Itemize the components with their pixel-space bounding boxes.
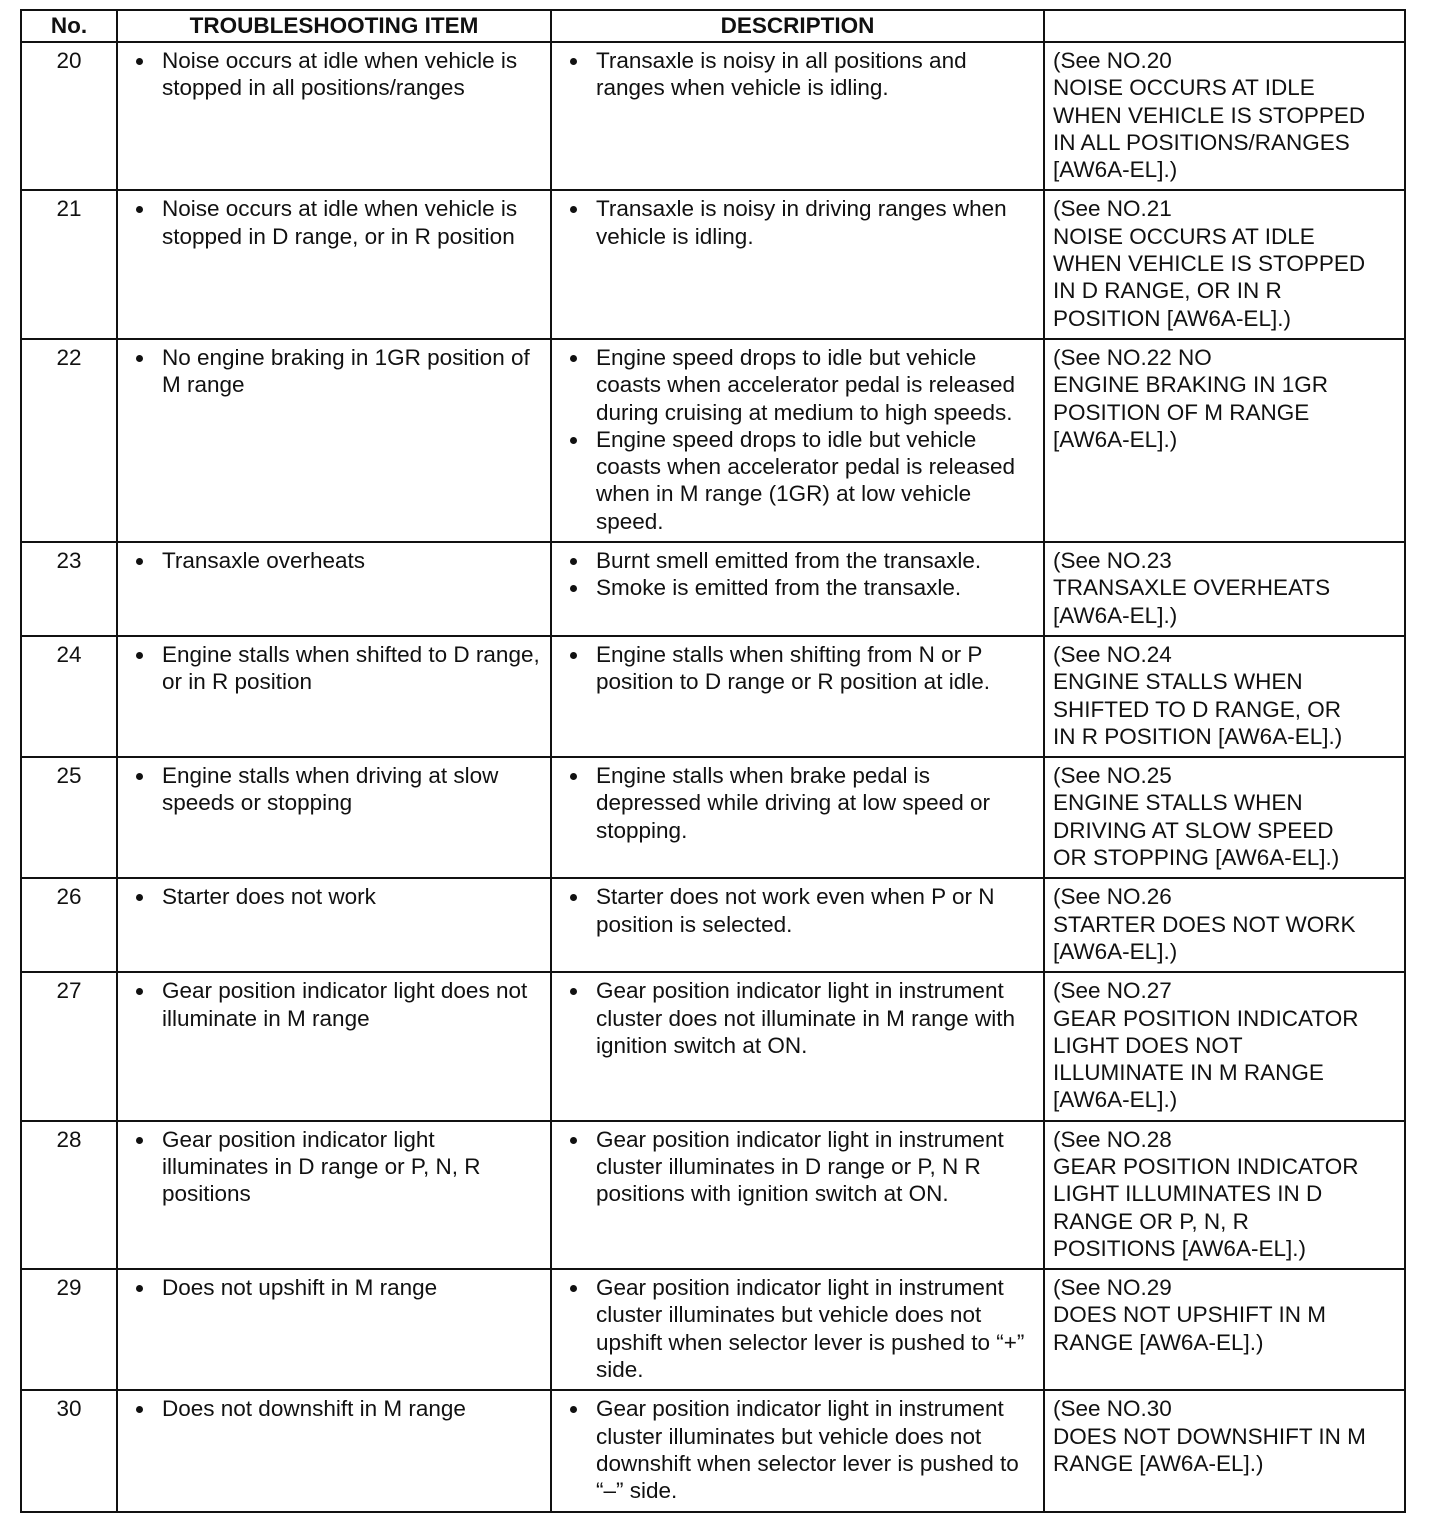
item-text: Engine stalls when shifted to D range, or in R position bbox=[162, 641, 540, 695]
troubleshooting-item-cell bbox=[117, 42, 551, 190]
description-cell bbox=[551, 1121, 1044, 1269]
troubleshooting-item-cell bbox=[117, 878, 551, 972]
bullet-icon bbox=[570, 1137, 577, 1144]
table-row bbox=[21, 42, 1405, 190]
bullet-icon bbox=[570, 355, 577, 362]
description-text: Transaxle is noisy in driving ranges when vehicle is idling. bbox=[596, 196, 1007, 249]
table-row bbox=[21, 1390, 1405, 1511]
row-number: 25 bbox=[21, 757, 117, 878]
table-row bbox=[21, 972, 1405, 1120]
reference-line: GEAR POSITION INDICATOR bbox=[1053, 1153, 1359, 1179]
reference-line: POSITION OF M RANGE bbox=[1053, 399, 1310, 425]
description-bullet bbox=[568, 977, 1035, 1059]
reference-line: RANGE OR P, N, R bbox=[1053, 1208, 1249, 1234]
reference-line: DRIVING AT SLOW SPEED bbox=[1053, 817, 1334, 843]
description-list bbox=[568, 547, 1035, 602]
item-text: Transaxle overheats bbox=[162, 548, 366, 574]
bullet-icon bbox=[136, 58, 143, 65]
item-list bbox=[134, 762, 542, 817]
table-body bbox=[21, 42, 1405, 1512]
description-list bbox=[568, 977, 1035, 1059]
reference-line: GEAR POSITION INDICATOR bbox=[1053, 1005, 1359, 1031]
item-bullet bbox=[134, 762, 542, 817]
header-troubleshooting-item: TROUBLESHOOTING ITEM bbox=[117, 10, 551, 42]
description-cell bbox=[551, 972, 1044, 1120]
reference-line: RANGE [AW6A-EL].) bbox=[1053, 1450, 1264, 1476]
reference-line: ENGINE STALLS WHEN bbox=[1053, 790, 1303, 816]
description-bullet bbox=[568, 1395, 1035, 1504]
reference-line: WHEN VEHICLE IS STOPPED bbox=[1053, 251, 1366, 277]
bullet-icon bbox=[136, 1137, 143, 1144]
description-cell bbox=[551, 190, 1044, 338]
bullet-icon bbox=[570, 773, 577, 780]
reference-cell bbox=[1044, 542, 1405, 636]
item-list bbox=[134, 195, 542, 250]
item-text: No engine braking in 1GR position of M range bbox=[162, 344, 530, 398]
row-number: 27 bbox=[21, 972, 117, 1120]
reference-line: OR STOPPING [AW6A-EL].) bbox=[1053, 845, 1340, 871]
item-text: Gear position indicator light illuminates in D range or P, N, R positions bbox=[162, 1126, 481, 1207]
item-list bbox=[134, 1395, 542, 1422]
item-list bbox=[134, 1126, 542, 1208]
header-row bbox=[21, 10, 1405, 42]
description-text: Gear position indicator light in instrument cluster illuminates but vehicle does not upshift when selector lever is pushed to “+” side. bbox=[596, 1275, 1025, 1383]
reference-cell bbox=[1044, 757, 1405, 878]
description-bullet bbox=[568, 1126, 1035, 1208]
description-text: Engine stalls when shifting from N or P position to D range or R position at idle. bbox=[596, 641, 990, 695]
description-text: Engine speed drops to idle but vehicle coasts when accelerator pedal is released when in M range (1GR) at low vehicle speed. bbox=[596, 426, 1015, 534]
item-list bbox=[134, 47, 542, 102]
description-cell bbox=[551, 1269, 1044, 1390]
description-bullet bbox=[568, 883, 1035, 938]
description-list bbox=[568, 1274, 1035, 1383]
reference-cell bbox=[1044, 190, 1405, 338]
description-cell bbox=[551, 757, 1044, 878]
bullet-icon bbox=[570, 1285, 577, 1292]
bullet-icon bbox=[570, 652, 577, 659]
item-bullet bbox=[134, 344, 542, 399]
item-bullet bbox=[134, 1274, 542, 1301]
bullet-icon bbox=[570, 437, 577, 444]
bullet-icon bbox=[570, 58, 577, 65]
item-text: Engine stalls when driving at slow speeds or stopping bbox=[162, 763, 499, 816]
row-number: 24 bbox=[21, 636, 117, 757]
troubleshooting-item-cell bbox=[117, 1121, 551, 1269]
description-bullet bbox=[568, 574, 1035, 601]
reference-cell bbox=[1044, 878, 1405, 972]
table-row bbox=[21, 878, 1405, 972]
item-bullet bbox=[134, 641, 542, 696]
item-bullet bbox=[134, 195, 542, 250]
item-text: Noise occurs at idle when vehicle is stopped in all positions/ranges bbox=[162, 48, 518, 101]
reference-line: (See NO.20 bbox=[1053, 48, 1172, 73]
reference-cell bbox=[1044, 339, 1405, 542]
bullet-icon bbox=[570, 585, 577, 592]
reference-line: STARTER DOES NOT WORK bbox=[1053, 911, 1356, 937]
item-text: Noise occurs at idle when vehicle is stopped in D range, or in R position bbox=[162, 196, 518, 249]
description-cell bbox=[551, 42, 1044, 190]
reference-line: POSITION [AW6A-EL].) bbox=[1053, 305, 1291, 331]
reference-line: (See NO.23 bbox=[1053, 548, 1172, 574]
reference-line: LIGHT ILLUMINATES IN D bbox=[1053, 1181, 1323, 1207]
reference-cell bbox=[1044, 42, 1405, 190]
description-cell bbox=[551, 636, 1044, 757]
troubleshooting-table bbox=[20, 9, 1406, 1513]
reference-line: [AW6A-EL].) bbox=[1053, 157, 1178, 183]
header-reference bbox=[1044, 10, 1405, 42]
reference-line: DOES NOT UPSHIFT IN M bbox=[1053, 1302, 1326, 1328]
reference-line: WHEN VEHICLE IS STOPPED bbox=[1053, 102, 1366, 128]
description-cell bbox=[551, 339, 1044, 542]
bullet-icon bbox=[136, 1406, 143, 1413]
reference-line: LIGHT DOES NOT bbox=[1053, 1032, 1243, 1058]
reference-line: ENGINE STALLS WHEN bbox=[1053, 669, 1303, 695]
description-bullet bbox=[568, 195, 1035, 250]
bullet-icon bbox=[136, 1285, 143, 1292]
item-list bbox=[134, 1274, 542, 1301]
item-list bbox=[134, 883, 542, 910]
reference-line: (See NO.25 bbox=[1053, 763, 1172, 789]
reference-line: [AW6A-EL].) bbox=[1053, 1087, 1178, 1113]
reference-line: NOISE OCCURS AT IDLE bbox=[1053, 75, 1315, 101]
description-text: Starter does not work even when P or N position is selected. bbox=[596, 884, 995, 937]
item-bullet bbox=[134, 547, 542, 574]
description-text: Gear position indicator light in instrument cluster illuminates in D range or P, N R positions with ignition switch at ON. bbox=[596, 1126, 1004, 1207]
reference-line: IN ALL POSITIONS/RANGES bbox=[1053, 129, 1350, 155]
description-text: Engine stalls when brake pedal is depressed while driving at low speed or stopping. bbox=[596, 763, 990, 843]
bullet-icon bbox=[570, 988, 577, 995]
description-list bbox=[568, 762, 1035, 844]
troubleshooting-sheet bbox=[20, 9, 1404, 1513]
row-number: 28 bbox=[21, 1121, 117, 1269]
item-bullet bbox=[134, 883, 542, 910]
reference-line: (See NO.26 bbox=[1053, 884, 1172, 910]
reference-line: POSITIONS [AW6A-EL].) bbox=[1053, 1235, 1306, 1261]
bullet-icon bbox=[136, 773, 143, 780]
description-list bbox=[568, 47, 1035, 102]
description-cell bbox=[551, 542, 1044, 636]
reference-line: IN R POSITION [AW6A-EL].) bbox=[1053, 723, 1343, 749]
bullet-icon bbox=[136, 355, 143, 362]
item-text: Gear position indicator light does not illuminate in M range bbox=[162, 978, 528, 1031]
description-list bbox=[568, 344, 1035, 535]
row-number: 30 bbox=[21, 1390, 117, 1511]
description-bullet bbox=[568, 1274, 1035, 1383]
table-row bbox=[21, 339, 1405, 542]
item-bullet bbox=[134, 977, 542, 1032]
description-cell bbox=[551, 878, 1044, 972]
description-list bbox=[568, 641, 1035, 696]
description-bullet bbox=[568, 547, 1035, 574]
reference-line: ENGINE BRAKING IN 1GR bbox=[1053, 372, 1329, 398]
item-list bbox=[134, 547, 542, 574]
bullet-icon bbox=[136, 206, 143, 213]
header-description: DESCRIPTION bbox=[551, 10, 1044, 42]
reference-line: TRANSAXLE OVERHEATS bbox=[1053, 575, 1331, 601]
bullet-icon bbox=[570, 558, 577, 565]
reference-cell bbox=[1044, 972, 1405, 1120]
reference-line: (See NO.22 NO bbox=[1053, 344, 1212, 370]
description-bullet bbox=[568, 762, 1035, 844]
bullet-icon bbox=[570, 894, 577, 901]
reference-line: DOES NOT DOWNSHIFT IN M bbox=[1053, 1423, 1366, 1449]
troubleshooting-item-cell bbox=[117, 339, 551, 542]
reference-line: IN D RANGE, OR IN R bbox=[1053, 278, 1282, 304]
item-bullet bbox=[134, 1126, 542, 1208]
reference-line: (See NO.21 bbox=[1053, 196, 1172, 222]
item-text: Starter does not work bbox=[162, 884, 376, 910]
reference-line: NOISE OCCURS AT IDLE bbox=[1053, 223, 1315, 249]
row-number: 21 bbox=[21, 190, 117, 338]
reference-line: (See NO.28 bbox=[1053, 1126, 1172, 1152]
description-bullet bbox=[568, 344, 1035, 426]
troubleshooting-item-cell bbox=[117, 1269, 551, 1390]
reference-line: [AW6A-EL].) bbox=[1053, 426, 1178, 452]
item-bullet bbox=[134, 47, 542, 102]
reference-line: ILLUMINATE IN M RANGE bbox=[1053, 1060, 1324, 1086]
description-text: Engine speed drops to idle but vehicle coasts when accelerator pedal is released during cruising at medium to high speeds. bbox=[596, 344, 1015, 425]
reference-line: (See NO.24 bbox=[1053, 641, 1172, 667]
description-text: Gear position indicator light in instrument cluster illuminates but vehicle does not downshift when selector lever is pushed to “–” side. bbox=[596, 1396, 1019, 1504]
description-bullet bbox=[568, 47, 1035, 102]
bullet-icon bbox=[136, 894, 143, 901]
description-list bbox=[568, 883, 1035, 938]
header-no: No. bbox=[21, 10, 117, 42]
row-number: 29 bbox=[21, 1269, 117, 1390]
description-text: Smoke is emitted from the transaxle. bbox=[596, 575, 962, 601]
troubleshooting-item-cell bbox=[117, 1390, 551, 1511]
item-list bbox=[134, 977, 542, 1032]
bullet-icon bbox=[570, 1406, 577, 1413]
item-text: Does not upshift in M range bbox=[162, 1275, 438, 1301]
troubleshooting-item-cell bbox=[117, 542, 551, 636]
row-number: 22 bbox=[21, 339, 117, 542]
reference-cell bbox=[1044, 636, 1405, 757]
row-number: 26 bbox=[21, 878, 117, 972]
item-list bbox=[134, 641, 542, 696]
reference-cell bbox=[1044, 1269, 1405, 1390]
description-cell bbox=[551, 1390, 1044, 1511]
description-list bbox=[568, 1395, 1035, 1504]
reference-line: [AW6A-EL].) bbox=[1053, 938, 1178, 964]
table-row bbox=[21, 1269, 1405, 1390]
item-bullet bbox=[134, 1395, 542, 1422]
row-number: 20 bbox=[21, 42, 117, 190]
bullet-icon bbox=[136, 558, 143, 565]
description-list bbox=[568, 1126, 1035, 1208]
reference-line: [AW6A-EL].) bbox=[1053, 602, 1178, 628]
troubleshooting-item-cell bbox=[117, 636, 551, 757]
reference-line: (See NO.27 bbox=[1053, 978, 1172, 1004]
description-bullet bbox=[568, 426, 1035, 535]
bullet-icon bbox=[570, 206, 577, 213]
row-number: 23 bbox=[21, 542, 117, 636]
reference-line: (See NO.29 bbox=[1053, 1275, 1172, 1301]
table-row bbox=[21, 636, 1405, 757]
description-text: Transaxle is noisy in all positions and ranges when vehicle is idling. bbox=[596, 48, 967, 101]
reference-line: (See NO.30 bbox=[1053, 1396, 1172, 1422]
table-row bbox=[21, 542, 1405, 636]
description-bullet bbox=[568, 641, 1035, 696]
table-row bbox=[21, 757, 1405, 878]
bullet-icon bbox=[136, 652, 143, 659]
bullet-icon bbox=[136, 988, 143, 995]
troubleshooting-item-cell bbox=[117, 972, 551, 1120]
description-text: Burnt smell emitted from the transaxle. bbox=[596, 548, 982, 574]
description-list bbox=[568, 195, 1035, 250]
reference-cell bbox=[1044, 1390, 1405, 1511]
troubleshooting-item-cell bbox=[117, 190, 551, 338]
description-text: Gear position indicator light in instrument cluster does not illuminate in M range with ignition switch at ON. bbox=[596, 978, 1015, 1058]
reference-line: RANGE [AW6A-EL].) bbox=[1053, 1329, 1264, 1355]
reference-cell bbox=[1044, 1121, 1405, 1269]
table-row bbox=[21, 190, 1405, 338]
troubleshooting-item-cell bbox=[117, 757, 551, 878]
reference-line: SHIFTED TO D RANGE, OR bbox=[1053, 696, 1341, 722]
item-text: Does not downshift in M range bbox=[162, 1396, 466, 1422]
table-row bbox=[21, 1121, 1405, 1269]
item-list bbox=[134, 344, 542, 399]
